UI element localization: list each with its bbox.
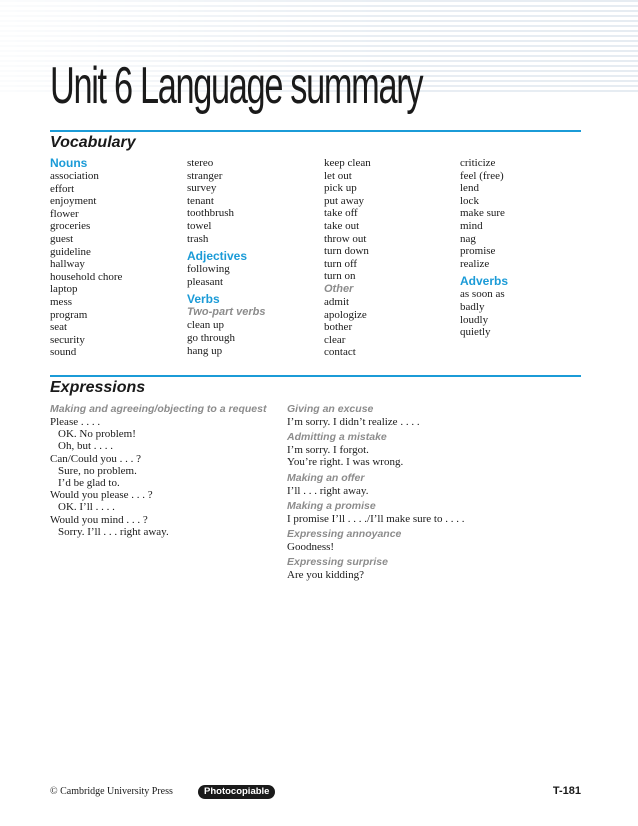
vocab-item: as soon as <box>460 288 505 301</box>
vocab-column-1 <box>50 156 180 359</box>
nouns-list <box>50 170 180 359</box>
expression-line: OK. No problem! <box>58 428 136 441</box>
expressions-left-column <box>50 403 266 538</box>
expression-heading: Expressing surprise <box>287 556 388 569</box>
vocab-item: flower <box>50 207 79 220</box>
vocab-item: security <box>50 333 85 346</box>
vocab-item: nag <box>460 232 476 245</box>
vocab-column-3 <box>324 157 454 359</box>
vocab-item: loudly <box>460 313 489 326</box>
copyright-text: © Cambridge University Press <box>50 786 173 797</box>
verbs-label: Verbs <box>187 292 220 307</box>
expression-line: OK. I’ll . . . . <box>58 501 115 514</box>
vocab-item: realize <box>460 257 490 270</box>
vocab-item: admit <box>324 295 350 308</box>
vocab-item: household chore <box>50 270 123 283</box>
adverbs-list <box>460 288 590 338</box>
vocab-item: trash <box>187 232 209 245</box>
two-part-verbs-label: Two-part verbs <box>187 306 266 319</box>
expression-group <box>287 431 465 468</box>
vocab-item: clean up <box>187 319 224 332</box>
vocab-item: following <box>187 263 230 276</box>
expression-line: Sure, no problem. <box>58 464 137 477</box>
vocab-item: apologize <box>324 308 367 321</box>
vocab-item: mind <box>460 219 483 232</box>
expression-heading: Making an offer <box>287 471 365 484</box>
vocab-item: take off <box>324 207 358 220</box>
expression-line: Can/Could you . . . ? <box>50 452 142 465</box>
vocab-item: go through <box>187 331 235 344</box>
expression-line: I’m sorry. I forgot. <box>287 444 369 457</box>
vocab-item: badly <box>460 300 485 313</box>
vocab-item: criticize <box>460 157 496 169</box>
expression-line: Would you mind . . . ? <box>50 513 148 526</box>
expression-line: You’re right. I was wrong. <box>287 456 404 469</box>
expression-group <box>287 403 465 428</box>
vocab-item: effort <box>50 182 75 195</box>
vocab-item: contact <box>324 346 356 359</box>
other-verbs-list <box>324 296 454 359</box>
request-expressions <box>50 416 266 538</box>
expression-line: Oh, but . . . . <box>58 440 113 453</box>
expression-line: Sorry. I’ll . . . right away. <box>58 525 169 538</box>
vocab-item: pick up <box>324 182 357 195</box>
vocab-item: groceries <box>50 220 91 233</box>
vocab-item: survey <box>187 182 217 195</box>
vocab-item: turn on <box>324 270 356 283</box>
expression-group <box>287 556 465 581</box>
vocab-item: hallway <box>50 258 85 271</box>
other-verbs-list-continued <box>460 157 590 270</box>
vocabulary-rule <box>50 130 581 132</box>
vocab-item: quietly <box>460 326 491 339</box>
vocab-column-2 <box>187 157 317 357</box>
expression-line: I’m sorry. I didn’t realize . . . . <box>287 416 420 428</box>
vocab-item: bother <box>324 321 353 334</box>
vocab-item: guideline <box>50 245 91 258</box>
vocab-item: throw out <box>324 232 367 245</box>
vocab-item: take out <box>324 219 360 232</box>
vocab-item: towel <box>187 219 212 232</box>
expression-line: Goodness! <box>287 541 335 554</box>
vocabulary-heading: Vocabulary <box>50 134 136 151</box>
two-part-verbs-list <box>187 319 317 357</box>
expression-group <box>287 528 465 553</box>
vocab-item: stereo <box>187 157 214 169</box>
vocab-item: mess <box>50 295 72 308</box>
two-part-verbs-list-continued <box>324 157 454 283</box>
adverbs-label: Adverbs <box>460 274 509 289</box>
vocab-item: turn off <box>324 257 358 270</box>
vocab-item: lend <box>460 182 479 195</box>
vocab-item: hang up <box>187 344 223 357</box>
vocab-item: laptop <box>50 283 78 296</box>
expression-heading: Making and agreeing/objecting to a request <box>50 403 267 415</box>
expression-line: Are you kidding? <box>287 569 364 582</box>
vocab-item: sound <box>50 346 77 359</box>
adjectives-list <box>187 263 317 288</box>
expression-heading: Giving an excuse <box>287 403 374 415</box>
vocab-item: tenant <box>187 194 214 207</box>
vocab-item: pleasant <box>187 275 224 288</box>
vocab-item: enjoyment <box>50 195 97 208</box>
vocab-item: turn down <box>324 245 369 258</box>
vocab-item: association <box>50 170 99 182</box>
vocab-item: let out <box>324 169 352 182</box>
vocab-item: clear <box>324 333 346 346</box>
expression-line: Please . . . . <box>50 416 101 428</box>
expression-group <box>287 472 465 497</box>
vocab-item: keep clean <box>324 157 371 169</box>
expression-heading: Admitting a mistake <box>287 431 387 444</box>
other-verbs-label: Other <box>324 282 354 295</box>
nouns-label: Nouns <box>50 156 88 170</box>
expression-line: I’ll . . . right away. <box>287 484 369 497</box>
vocab-item: stranger <box>187 169 223 182</box>
expression-line: I’d be glad to. <box>58 477 120 490</box>
nouns-list-continued <box>187 157 317 245</box>
page-title: Unit 6 Language summary <box>50 57 423 115</box>
expressions-rule <box>50 375 581 377</box>
vocab-item: seat <box>50 321 68 334</box>
adjectives-label: Adjectives <box>187 249 248 264</box>
photocopiable-badge: Photocopiable <box>198 785 275 799</box>
expressions-heading: Expressions <box>50 379 146 396</box>
expressions-right-column <box>287 403 465 584</box>
vocab-item: feel (free) <box>460 169 504 182</box>
vocab-item: promise <box>460 245 496 258</box>
expression-heading: Making a promise <box>287 499 376 512</box>
vocab-item: put away <box>324 194 365 207</box>
expression-heading: Expressing annoyance <box>287 528 402 541</box>
vocab-item: lock <box>460 194 479 207</box>
vocab-item: toothbrush <box>187 207 235 220</box>
vocab-item: guest <box>50 232 74 245</box>
expression-group <box>287 500 465 525</box>
page-number: T-181 <box>552 785 581 797</box>
expression-line: Would you please . . . ? <box>50 489 153 502</box>
expression-line: I promise I’ll . . . ./I’ll make sure to . . . . <box>287 512 465 525</box>
vocab-column-4 <box>460 157 590 339</box>
vocab-item: make sure <box>460 207 505 220</box>
vocab-item: program <box>50 308 88 321</box>
